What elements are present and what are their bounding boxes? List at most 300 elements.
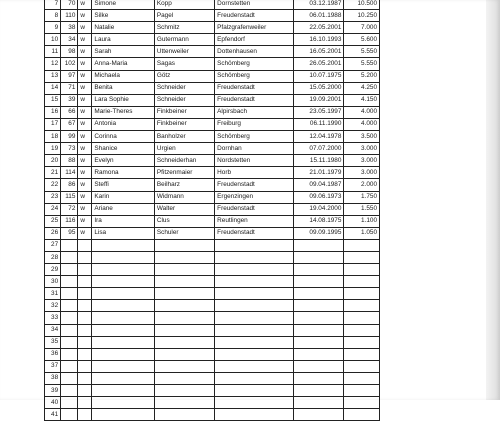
birth-date-cell <box>293 251 344 263</box>
first-name-cell <box>92 288 154 300</box>
gender-code-cell: w <box>78 227 92 239</box>
points-cell: 3.000 <box>344 155 380 167</box>
row-number-cell: 17 <box>45 118 61 130</box>
page-fold-shadow <box>486 0 500 400</box>
birth-date-cell <box>293 300 344 312</box>
first-name-cell <box>92 348 154 360</box>
row-number-cell: 36 <box>45 348 61 360</box>
results-table-body <box>45 0 380 421</box>
start-number-cell <box>61 409 78 421</box>
first-name-cell: Steffi <box>92 179 154 191</box>
start-number-cell: 88 <box>61 155 78 167</box>
birth-date-cell: 09.06.1973 <box>293 191 344 203</box>
points-cell <box>344 336 380 348</box>
start-number-cell <box>61 239 78 251</box>
row-number-cell: 30 <box>45 276 61 288</box>
last-name-cell <box>154 372 214 384</box>
club-location-cell: Freudenstadt <box>215 179 294 191</box>
last-name-cell: Kopp <box>154 0 214 10</box>
table-row <box>45 179 380 191</box>
gender-code-cell: w <box>78 46 92 58</box>
points-cell: 5.550 <box>344 58 380 70</box>
start-number-cell <box>61 264 78 276</box>
birth-date-cell <box>293 397 344 409</box>
birth-date-cell <box>293 264 344 276</box>
birth-date-cell <box>293 239 344 251</box>
club-location-cell: Schömberg <box>215 70 294 82</box>
start-number-cell <box>61 348 78 360</box>
points-cell <box>344 239 380 251</box>
row-number-cell: 14 <box>45 82 61 94</box>
table-row <box>45 276 380 288</box>
row-number-cell: 25 <box>45 215 61 227</box>
first-name-cell: Shanice <box>92 143 154 155</box>
gender-code-cell <box>78 276 92 288</box>
first-name-cell: Karin <box>92 191 154 203</box>
first-name-cell: Laura <box>92 34 154 46</box>
birth-date-cell <box>293 336 344 348</box>
row-number-cell: 29 <box>45 264 61 276</box>
last-name-cell <box>154 385 214 397</box>
club-location-cell <box>215 385 294 397</box>
gender-code-cell <box>78 348 92 360</box>
club-location-cell <box>215 348 294 360</box>
start-number-cell: 99 <box>61 131 78 143</box>
last-name-cell <box>154 264 214 276</box>
start-number-cell <box>61 300 78 312</box>
table-row <box>45 82 380 94</box>
club-location-cell: Schömberg <box>215 58 294 70</box>
club-location-cell: Dottenhausen <box>215 46 294 58</box>
last-name-cell <box>154 288 214 300</box>
club-location-cell: Ergenzingen <box>215 191 294 203</box>
table-row <box>45 46 380 58</box>
last-name-cell: Clus <box>154 215 214 227</box>
table-row <box>45 348 380 360</box>
table-row <box>45 167 380 179</box>
table-row <box>45 10 380 22</box>
table-row <box>45 34 380 46</box>
club-location-cell: Pfalzgrafenweiler <box>215 22 294 34</box>
points-cell <box>344 312 380 324</box>
birth-date-cell: 09.04.1987 <box>293 179 344 191</box>
gender-code-cell: w <box>78 34 92 46</box>
birth-date-cell <box>293 276 344 288</box>
points-cell <box>344 264 380 276</box>
birth-date-cell: 22.05.2001 <box>293 22 344 34</box>
gender-code-cell <box>78 336 92 348</box>
first-name-cell: Ariane <box>92 203 154 215</box>
club-location-cell <box>215 251 294 263</box>
points-cell <box>344 324 380 336</box>
birth-date-cell: 14.08.1975 <box>293 215 344 227</box>
row-number-cell: 23 <box>45 191 61 203</box>
birth-date-cell: 06.01.1988 <box>293 10 344 22</box>
points-cell: 7.000 <box>344 22 380 34</box>
first-name-cell <box>92 409 154 421</box>
results-table <box>44 0 380 421</box>
gender-code-cell <box>78 300 92 312</box>
start-number-cell <box>61 336 78 348</box>
last-name-cell: Schneider <box>154 94 214 106</box>
last-name-cell: Finkbeiner <box>154 118 214 130</box>
first-name-cell: Sarah <box>92 46 154 58</box>
birth-date-cell: 15.11.1980 <box>293 155 344 167</box>
row-number-cell: 35 <box>45 336 61 348</box>
birth-date-cell: 23.05.1997 <box>293 106 344 118</box>
start-number-cell: 110 <box>61 10 78 22</box>
start-number-cell <box>61 372 78 384</box>
gender-code-cell: w <box>78 0 92 10</box>
start-number-cell <box>61 385 78 397</box>
points-cell <box>344 385 380 397</box>
first-name-cell <box>92 276 154 288</box>
row-number-cell: 39 <box>45 385 61 397</box>
row-number-cell: 8 <box>45 10 61 22</box>
birth-date-cell: 03.12.1987 <box>293 0 344 10</box>
table-row <box>45 397 380 409</box>
first-name-cell <box>92 372 154 384</box>
last-name-cell: Sagas <box>154 58 214 70</box>
row-number-cell: 18 <box>45 131 61 143</box>
last-name-cell: Urgien <box>154 143 214 155</box>
first-name-cell: Corinna <box>92 131 154 143</box>
birth-date-cell: 07.07.2000 <box>293 143 344 155</box>
gender-code-cell <box>78 385 92 397</box>
last-name-cell <box>154 348 214 360</box>
club-location-cell: Freudenstadt <box>215 203 294 215</box>
club-location-cell: Freudenstadt <box>215 227 294 239</box>
table-row <box>45 239 380 251</box>
table-row <box>45 94 380 106</box>
row-number-cell: 22 <box>45 179 61 191</box>
row-number-cell: 7 <box>45 0 61 10</box>
gender-code-cell: w <box>78 131 92 143</box>
birth-date-cell <box>293 288 344 300</box>
gender-code-cell: w <box>78 179 92 191</box>
row-number-cell: 34 <box>45 324 61 336</box>
gender-code-cell <box>78 264 92 276</box>
club-location-cell: Freudenstadt <box>215 82 294 94</box>
gender-code-cell <box>78 239 92 251</box>
gender-code-cell <box>78 397 92 409</box>
row-number-cell: 11 <box>45 46 61 58</box>
gender-code-cell: w <box>78 70 92 82</box>
last-name-cell: Pfitzenmaier <box>154 167 214 179</box>
first-name-cell <box>92 239 154 251</box>
table-row <box>45 143 380 155</box>
table-row <box>45 264 380 276</box>
table-row <box>45 131 380 143</box>
gender-code-cell: w <box>78 143 92 155</box>
points-cell <box>344 372 380 384</box>
first-name-cell <box>92 397 154 409</box>
club-location-cell: Epfendorf <box>215 34 294 46</box>
club-location-cell: Schömberg <box>215 131 294 143</box>
start-number-cell: 102 <box>61 58 78 70</box>
birth-date-cell: 21.01.1979 <box>293 167 344 179</box>
first-name-cell <box>92 300 154 312</box>
points-cell: 10.250 <box>344 10 380 22</box>
last-name-cell <box>154 324 214 336</box>
start-number-cell <box>61 312 78 324</box>
birth-date-cell: 15.05.2000 <box>293 82 344 94</box>
first-name-cell: Lisa <box>92 227 154 239</box>
row-number-cell: 12 <box>45 58 61 70</box>
first-name-cell <box>92 264 154 276</box>
gender-code-cell: w <box>78 10 92 22</box>
club-location-cell <box>215 336 294 348</box>
gender-code-cell: w <box>78 215 92 227</box>
last-name-cell: Uttenweiler <box>154 46 214 58</box>
row-number-cell: 32 <box>45 300 61 312</box>
row-number-cell: 33 <box>45 312 61 324</box>
table-row <box>45 336 380 348</box>
gender-code-cell: w <box>78 106 92 118</box>
club-location-cell: Reutlingen <box>215 215 294 227</box>
points-cell: 5.550 <box>344 46 380 58</box>
points-cell <box>344 288 380 300</box>
club-location-cell <box>215 397 294 409</box>
row-number-cell: 28 <box>45 251 61 263</box>
first-name-cell <box>92 336 154 348</box>
birth-date-cell: 16.05.2001 <box>293 46 344 58</box>
club-location-cell: Horb <box>215 167 294 179</box>
club-location-cell <box>215 276 294 288</box>
gender-code-cell <box>78 372 92 384</box>
points-cell: 4.150 <box>344 94 380 106</box>
gender-code-cell: w <box>78 167 92 179</box>
points-cell <box>344 251 380 263</box>
club-location-cell: Nordstetten <box>215 155 294 167</box>
row-number-cell: 13 <box>45 70 61 82</box>
table-row <box>45 324 380 336</box>
first-name-cell <box>92 324 154 336</box>
row-number-cell: 21 <box>45 167 61 179</box>
last-name-cell: Schuler <box>154 227 214 239</box>
row-number-cell: 24 <box>45 203 61 215</box>
first-name-cell <box>92 360 154 372</box>
start-number-cell <box>61 288 78 300</box>
row-number-cell: 9 <box>45 22 61 34</box>
row-number-cell: 41 <box>45 409 61 421</box>
table-row <box>45 288 380 300</box>
gender-code-cell <box>78 251 92 263</box>
last-name-cell <box>154 239 214 251</box>
points-cell: 1.750 <box>344 191 380 203</box>
birth-date-cell: 10.07.1975 <box>293 70 344 82</box>
start-number-cell: 70 <box>61 0 78 10</box>
start-number-cell: 39 <box>61 94 78 106</box>
gender-code-cell <box>78 324 92 336</box>
start-number-cell: 115 <box>61 191 78 203</box>
birth-date-cell <box>293 312 344 324</box>
last-name-cell: Schneider <box>154 82 214 94</box>
table-row <box>45 118 380 130</box>
gender-code-cell: w <box>78 203 92 215</box>
start-number-cell: 98 <box>61 46 78 58</box>
points-cell: 3.000 <box>344 167 380 179</box>
birth-date-cell: 19.09.2001 <box>293 94 344 106</box>
first-name-cell: Evelyn <box>92 155 154 167</box>
club-location-cell <box>215 324 294 336</box>
birth-date-cell: 06.11.1990 <box>293 118 344 130</box>
points-cell: 3.500 <box>344 131 380 143</box>
last-name-cell <box>154 276 214 288</box>
points-cell: 4.000 <box>344 118 380 130</box>
points-cell <box>344 409 380 421</box>
birth-date-cell: 16.10.1993 <box>293 34 344 46</box>
first-name-cell: Antonia <box>92 118 154 130</box>
last-name-cell <box>154 300 214 312</box>
table-row <box>45 360 380 372</box>
table-row <box>45 215 380 227</box>
last-name-cell <box>154 397 214 409</box>
gender-code-cell <box>78 360 92 372</box>
last-name-cell: Götz <box>154 70 214 82</box>
start-number-cell <box>61 397 78 409</box>
table-row <box>45 155 380 167</box>
row-number-cell: 19 <box>45 143 61 155</box>
table-row <box>45 300 380 312</box>
row-number-cell: 20 <box>45 155 61 167</box>
club-location-cell <box>215 409 294 421</box>
gender-code-cell: w <box>78 118 92 130</box>
birth-date-cell: 09.09.1995 <box>293 227 344 239</box>
table-row <box>45 106 380 118</box>
first-name-cell <box>92 385 154 397</box>
gender-code-cell: w <box>78 155 92 167</box>
last-name-cell <box>154 336 214 348</box>
first-name-cell: Ira <box>92 215 154 227</box>
start-number-cell <box>61 251 78 263</box>
last-name-cell: Finkbeiner <box>154 106 214 118</box>
table-row <box>45 372 380 384</box>
first-name-cell: Lara Sophie <box>92 94 154 106</box>
birth-date-cell <box>293 348 344 360</box>
table-row <box>45 312 380 324</box>
row-number-cell: 38 <box>45 372 61 384</box>
points-cell: 10.500 <box>344 0 380 10</box>
table-row <box>45 227 380 239</box>
last-name-cell: Banholzer <box>154 131 214 143</box>
start-number-cell: 67 <box>61 118 78 130</box>
table-row <box>45 251 380 263</box>
first-name-cell <box>92 312 154 324</box>
start-number-cell: 95 <box>61 227 78 239</box>
points-cell: 4.250 <box>344 82 380 94</box>
start-number-cell: 97 <box>61 70 78 82</box>
points-cell <box>344 348 380 360</box>
last-name-cell: Gutermann <box>154 34 214 46</box>
table-row <box>45 203 380 215</box>
club-location-cell: Dornhan <box>215 143 294 155</box>
club-location-cell <box>215 312 294 324</box>
table-row <box>45 58 380 70</box>
first-name-cell <box>92 251 154 263</box>
birth-date-cell <box>293 324 344 336</box>
club-location-cell <box>215 264 294 276</box>
start-number-cell: 38 <box>61 22 78 34</box>
club-location-cell: Freudenstadt <box>215 10 294 22</box>
points-cell: 3.000 <box>344 143 380 155</box>
club-location-cell: Dornstetten <box>215 0 294 10</box>
last-name-cell <box>154 360 214 372</box>
first-name-cell: Anna-Maria <box>92 58 154 70</box>
start-number-cell <box>61 360 78 372</box>
birth-date-cell <box>293 372 344 384</box>
club-location-cell: Freiburg <box>215 118 294 130</box>
start-number-cell: 86 <box>61 179 78 191</box>
first-name-cell: Silke <box>92 10 154 22</box>
points-cell: 5.200 <box>344 70 380 82</box>
row-number-cell: 27 <box>45 239 61 251</box>
points-cell: 1.050 <box>344 227 380 239</box>
gender-code-cell: w <box>78 58 92 70</box>
gender-code-cell <box>78 409 92 421</box>
birth-date-cell <box>293 409 344 421</box>
birth-date-cell <box>293 385 344 397</box>
last-name-cell: Walter <box>154 203 214 215</box>
points-cell: 4.000 <box>344 106 380 118</box>
row-number-cell: 16 <box>45 106 61 118</box>
start-number-cell <box>61 324 78 336</box>
gender-code-cell: w <box>78 94 92 106</box>
points-cell <box>344 300 380 312</box>
first-name-cell: Marie-Theres <box>92 106 154 118</box>
start-number-cell: 71 <box>61 82 78 94</box>
last-name-cell <box>154 409 214 421</box>
club-location-cell <box>215 239 294 251</box>
start-number-cell: 72 <box>61 203 78 215</box>
club-location-cell: Alpirsbach <box>215 106 294 118</box>
last-name-cell: Schmitz <box>154 22 214 34</box>
start-number-cell: 114 <box>61 167 78 179</box>
points-cell: 5.600 <box>344 34 380 46</box>
start-number-cell: 116 <box>61 215 78 227</box>
row-number-cell: 26 <box>45 227 61 239</box>
table-row <box>45 22 380 34</box>
first-name-cell: Benita <box>92 82 154 94</box>
club-location-cell: Freudenstadt <box>215 94 294 106</box>
row-number-cell: 15 <box>45 94 61 106</box>
birth-date-cell <box>293 360 344 372</box>
last-name-cell <box>154 251 214 263</box>
points-cell <box>344 360 380 372</box>
club-location-cell <box>215 372 294 384</box>
start-number-cell: 34 <box>61 34 78 46</box>
first-name-cell: Ramona <box>92 167 154 179</box>
club-location-cell <box>215 360 294 372</box>
row-number-cell: 37 <box>45 360 61 372</box>
row-number-cell: 10 <box>45 34 61 46</box>
table-row <box>45 70 380 82</box>
gender-code-cell: w <box>78 82 92 94</box>
club-location-cell <box>215 300 294 312</box>
first-name-cell: Natalie <box>92 22 154 34</box>
club-location-cell <box>215 288 294 300</box>
row-number-cell: 31 <box>45 288 61 300</box>
last-name-cell: Schneiderhan <box>154 155 214 167</box>
last-name-cell: Widmann <box>154 191 214 203</box>
start-number-cell: 66 <box>61 106 78 118</box>
table-row <box>45 191 380 203</box>
first-name-cell: Simone <box>92 0 154 10</box>
gender-code-cell <box>78 288 92 300</box>
points-cell <box>344 397 380 409</box>
table-row <box>45 0 380 10</box>
start-number-cell <box>61 276 78 288</box>
